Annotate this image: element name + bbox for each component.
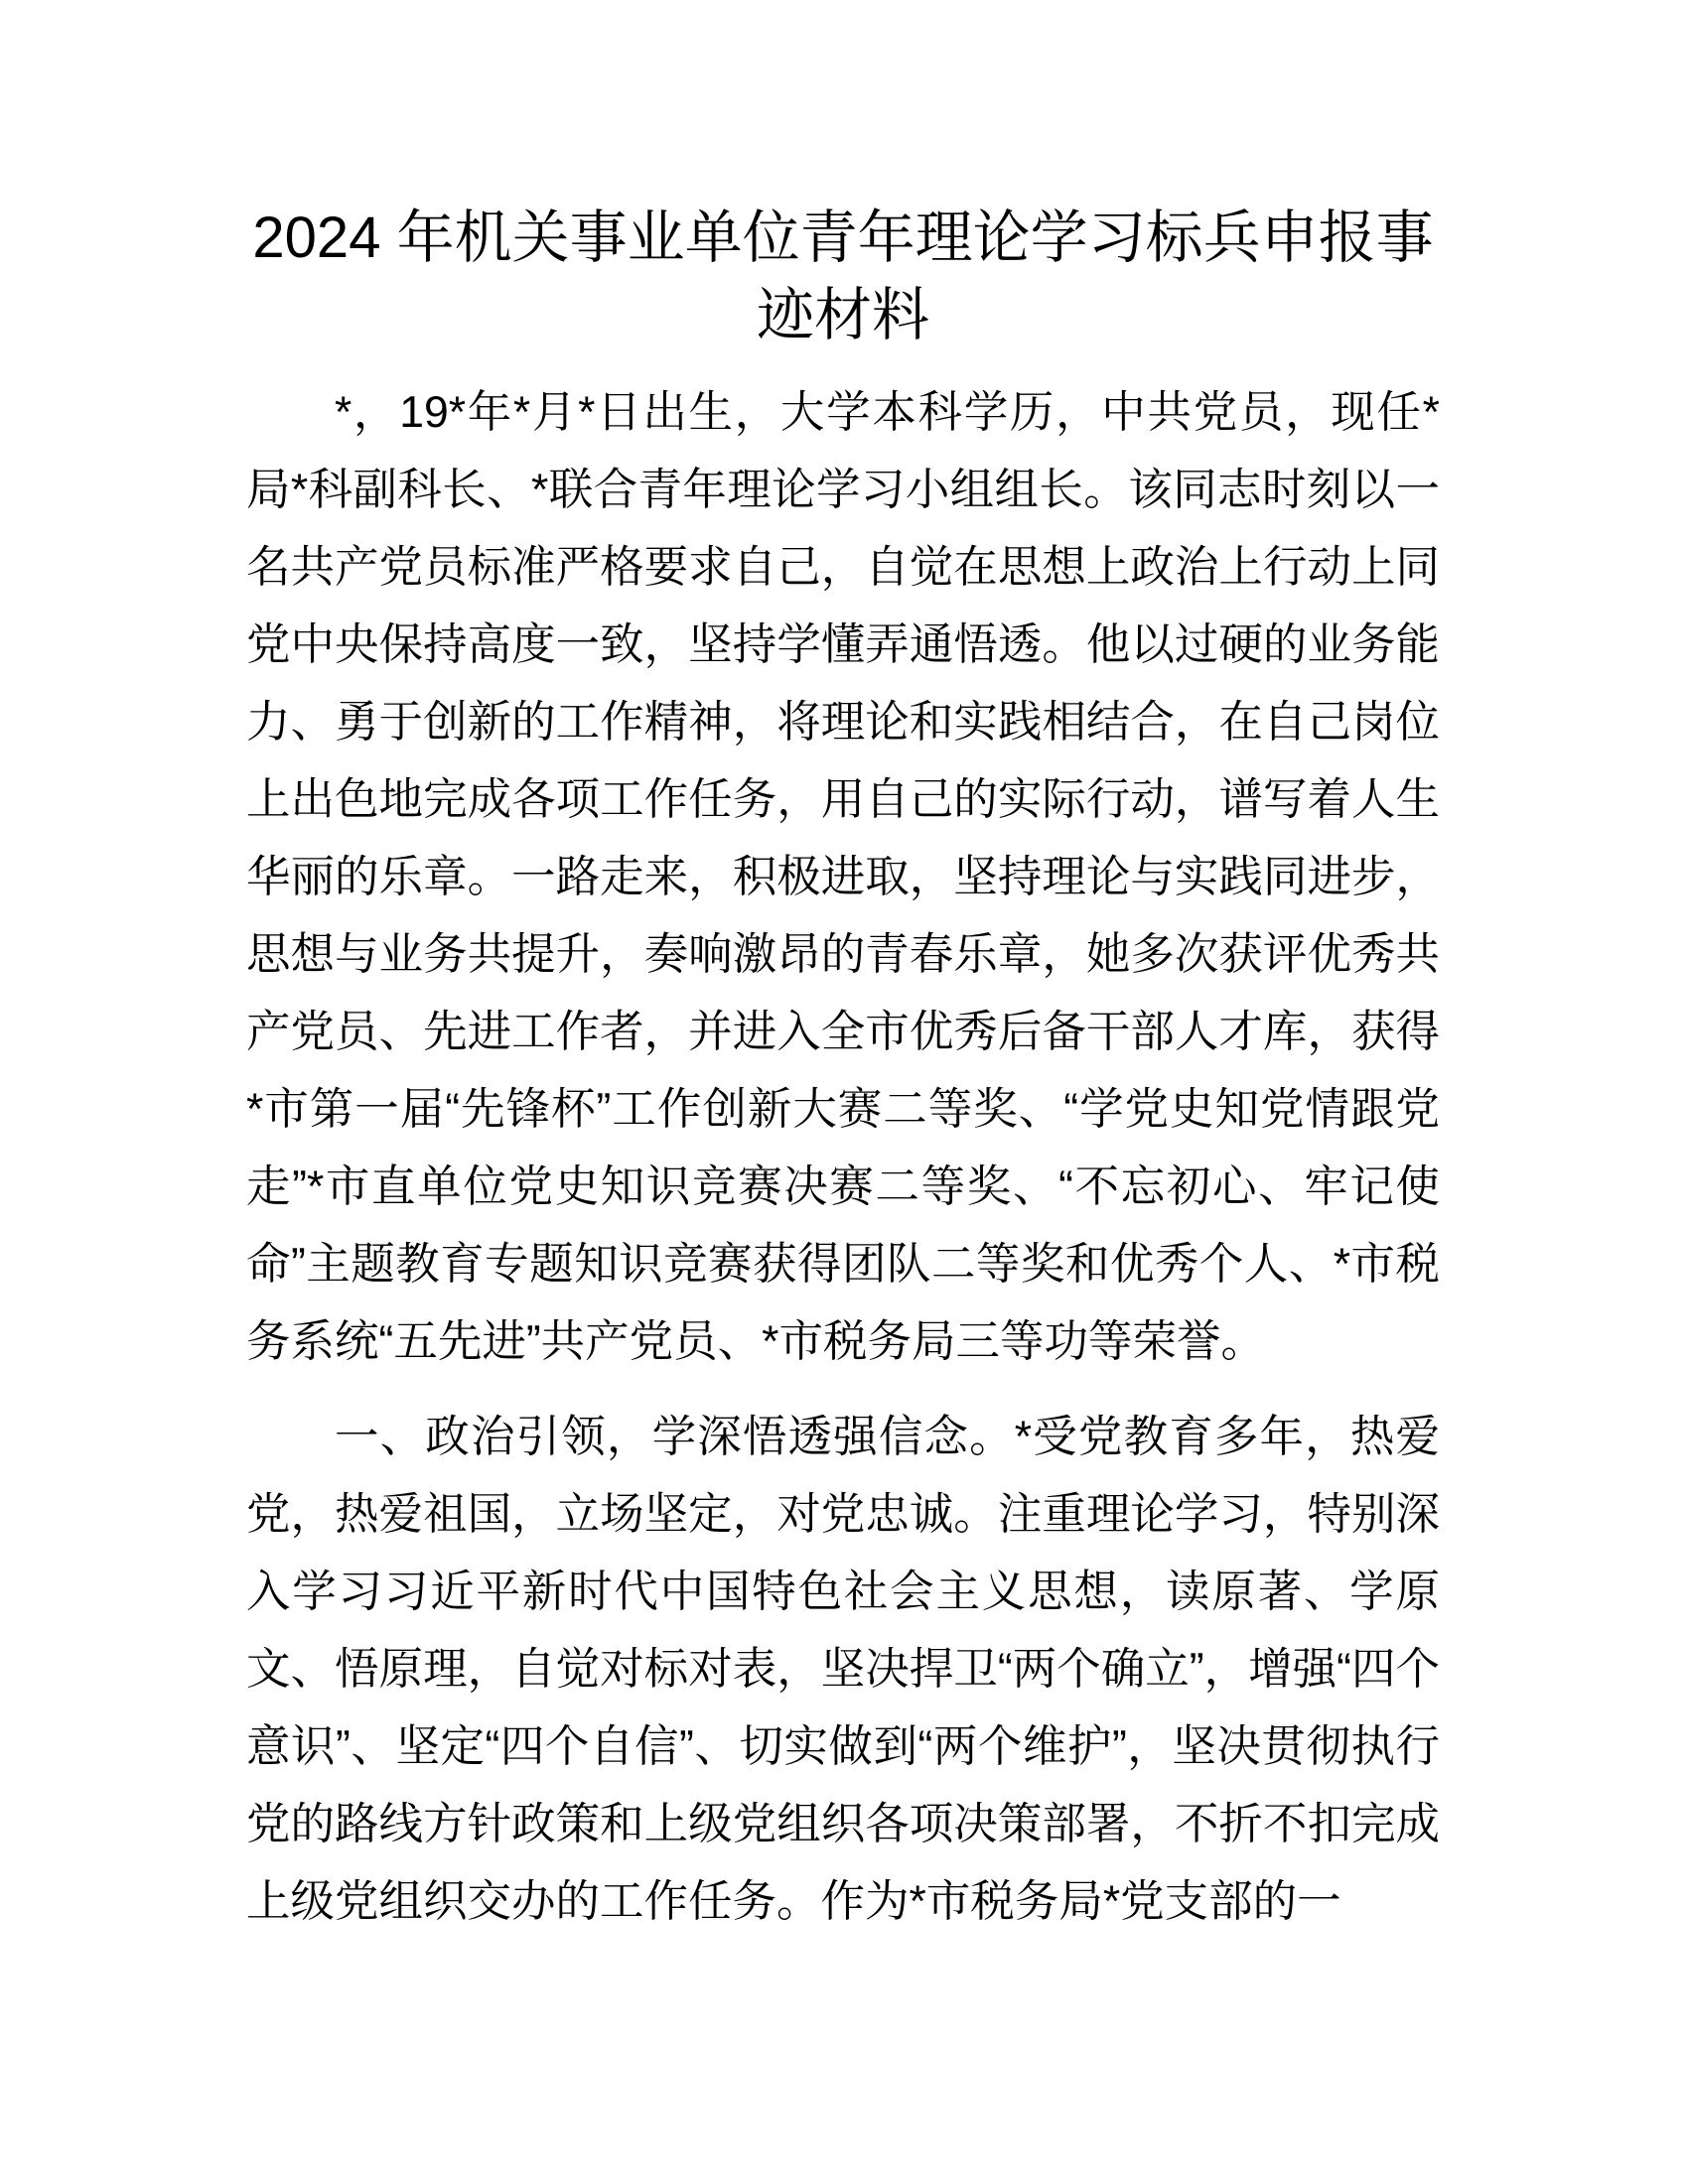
document-title xyxy=(246,200,1440,354)
paragraph-introduction: *，19*年*月*日出生，大学本科学历，中共党员，现任*局*科副科长、*联合青年理论学习小组组长。该同志时刻以一名共产党员标准严格要求自己，自觉在思想上政治上行动上同党中央保持高度一致，坚持学懂弄通悟透。他以过硬的业务能力、勇于创新的工作精神，将理论和实践相结合，在自己岗位上出色地完成各项工作任务，用自己的实际行动，谱写着人生华丽的乐章。一路走来，积极进取，坚持理论与实践同进步，思想与业务共提升，奏响激昂的青春乐章，她多次获评优秀共产党员、先进工作者，并进入全市优秀后备干部人才库，获得*市第一届“先锋杯”工作创新大赛二等奖、“学党史知党情跟党走”*市直单位党史知识竞赛决赛二等奖、“不忘初心、牢记使命”主题教育专题知识竞赛获得团队二等奖和优秀个人、*市税务系统“五先进”共产党员、*市税务局三等功等荣誉。 xyxy=(246,388,1440,1366)
title-line-2: 迹材料 xyxy=(756,283,929,347)
title-line-1: 2024 年机关事业单位青年理论学习标兵申报事 xyxy=(252,205,1434,270)
paragraph-section-one: 一、政治引领，学深悟透强信念。*受党教育多年，热爱党，热爱祖国，立场坚定，对党忠诚。注重理论学习，特别深入学习习近平新时代中国特色社会主义思想，读原著、学原文、悟原理，自觉对标对表，坚决捍卫“两个确立”，增强“四个意识”、坚定“四个自信”、切实做到“两个维护”，坚决贯彻执行党的路线方针政策和上级党组织各项决策部署，不折不扣完成上级党组织交办的工作任务。作为*市税务局*党支部的一 xyxy=(246,1413,1440,1926)
